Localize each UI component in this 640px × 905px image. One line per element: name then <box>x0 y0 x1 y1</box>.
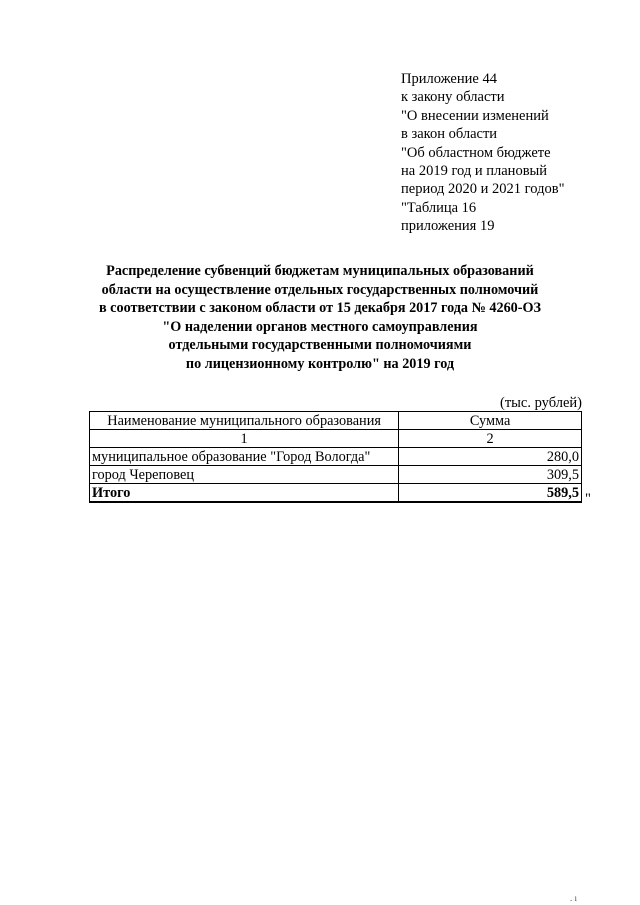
total-label: Итого <box>90 484 399 503</box>
title-line: по лицензионному контролю" на 2019 год <box>185 355 455 372</box>
appendix-line: период 2020 и 2021 годов" <box>401 181 565 198</box>
document-title <box>60 262 580 374</box>
title-line: Распределение субвенций бюджетам муниципальных образований <box>106 263 534 279</box>
title-line: в соответствии с законом области от 15 декабря 2017 года № 4260-ОЗ <box>98 300 542 317</box>
table-row <box>90 448 582 466</box>
municipality-amount: 280,0 <box>399 448 582 466</box>
header-name: Наименование муниципального образования <box>90 412 399 430</box>
column-number-2: 2 <box>399 430 582 448</box>
appendix-line: на 2019 год и плановый <box>401 163 548 180</box>
municipality-name: муниципальное образование "Город Вологда" <box>90 448 399 466</box>
total-row <box>90 484 582 503</box>
appendix-line: "О внесении изменений <box>401 107 549 124</box>
header-amount: Сумма <box>399 412 582 430</box>
municipality-amount: 309,5 <box>399 466 582 484</box>
appendix-line: в закон области <box>401 126 498 143</box>
municipality-name: город Череповец <box>90 466 399 484</box>
appendix-line: "Об областном бюджете <box>401 144 551 161</box>
subsidy-table <box>89 411 582 503</box>
appendix-line: Приложение 44 <box>401 71 497 87</box>
appendix-line: "Таблица 16 <box>401 199 477 216</box>
title-line: области на осуществление отдельных государственных полномочий <box>101 281 539 298</box>
page-mark: . ı <box>570 893 578 903</box>
title-line: отдельными государственными полномочиями <box>168 337 472 354</box>
table-header-row <box>90 412 582 430</box>
appendix-line: к закону области <box>401 89 505 106</box>
column-number-row <box>90 430 582 448</box>
closing-quote: " <box>585 491 591 507</box>
appendix-block <box>401 70 565 236</box>
table-row <box>90 466 582 484</box>
appendix-line: приложения 19 <box>401 218 495 235</box>
column-number-1: 1 <box>90 430 399 448</box>
title-line: "О наделении органов местного самоуправления <box>162 318 478 335</box>
units-label: (тыс. рублей) <box>500 395 582 411</box>
total-amount: 589,5 <box>399 484 582 503</box>
